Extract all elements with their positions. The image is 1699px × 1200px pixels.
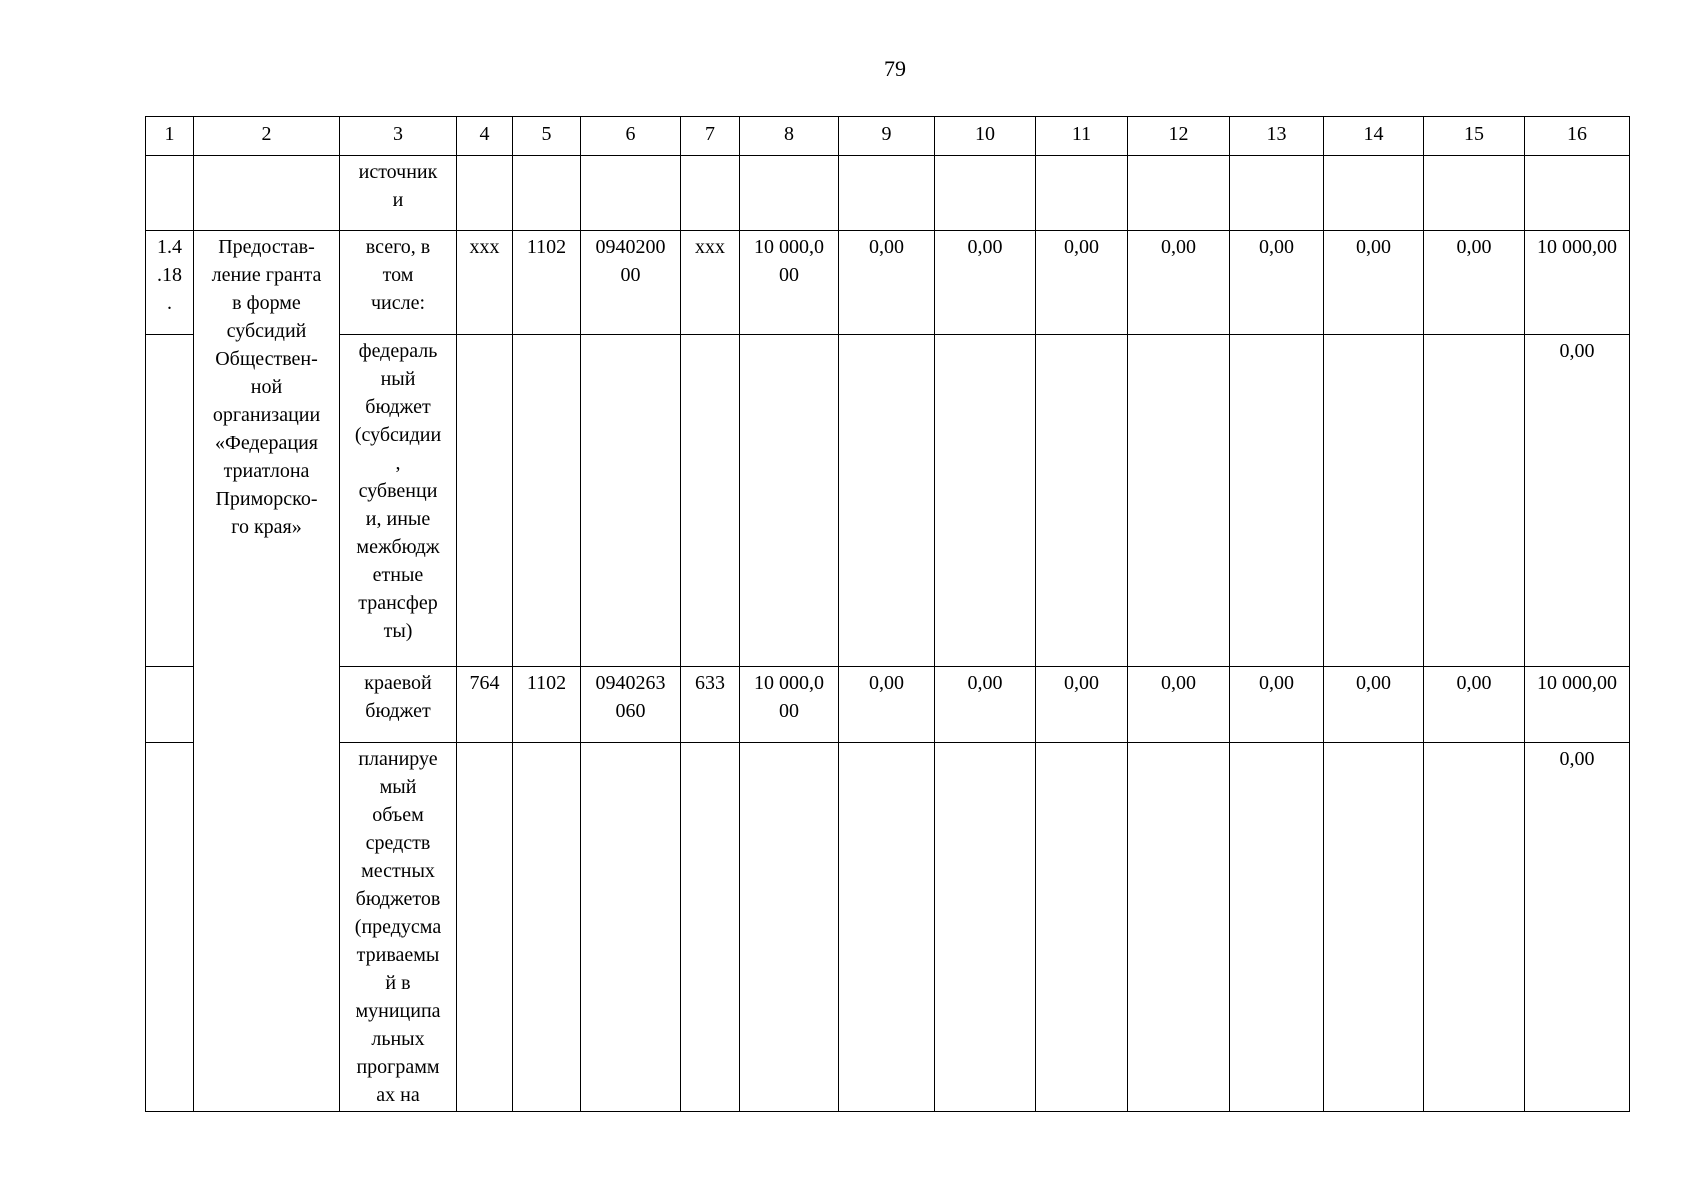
table-cell [146,156,194,231]
table-cell [681,156,740,231]
table-cell [935,743,1036,1112]
table-cell [1424,335,1525,667]
table-cell [935,335,1036,667]
table-cell [457,156,513,231]
table-row-planned [146,743,1630,1112]
table-cell [1230,156,1324,231]
amount-cell: 0,00 [1424,667,1525,743]
amount-cell: 10 000,0 00 [740,231,839,335]
amount-cell: 0,00 [935,231,1036,335]
table-cell [681,335,740,667]
table-cell [1324,335,1424,667]
table-cell [513,335,581,667]
table-row-total [146,231,1630,335]
amount-cell: 10 000,00 [1525,231,1630,335]
table-cell [513,156,581,231]
table-cell [935,156,1036,231]
table-cell: 0940200 00 [581,231,681,335]
table-cell [146,743,194,1112]
header-cell: 16 [1525,117,1630,156]
table-cell: 0940263 060 [581,667,681,743]
amount-cell: 0,00 [1324,231,1424,335]
table-cell [1424,743,1525,1112]
amount-cell: 0,00 [1324,667,1424,743]
table-cell [1036,743,1128,1112]
table-cell [1324,743,1424,1112]
header-cell: 8 [740,117,839,156]
table-cell [681,743,740,1112]
header-row [146,117,1630,156]
table-cell: 633 [681,667,740,743]
header-cell: 12 [1128,117,1230,156]
header-cell: 13 [1230,117,1324,156]
table-cell [581,335,681,667]
table-cell [740,335,839,667]
table-cell [513,743,581,1112]
table-cell [1230,335,1324,667]
table-cell [1324,156,1424,231]
source-label-cell: источник и [340,156,457,231]
source-label-cell: краевой бюджет [340,667,457,743]
item-index-cell: 1.4 .18 . [146,231,194,335]
amount-cell: 0,00 [1036,667,1128,743]
source-label-cell: планируе мый объем средств местных бюджетов (предусма триваемы й в муниципа льных программ ах на [340,743,457,1112]
table-cell [457,335,513,667]
table-cell [581,156,681,231]
amount-cell: 0,00 [1525,743,1630,1112]
header-cell: 4 [457,117,513,156]
table-cell: ххх [457,231,513,335]
table-cell: 764 [457,667,513,743]
header-cell: 3 [340,117,457,156]
header-cell: 5 [513,117,581,156]
table-row-krai [146,667,1630,743]
table-cell [839,156,935,231]
header-cell: 6 [581,117,681,156]
table-cell [581,743,681,1112]
table-cell [740,743,839,1112]
table-cell: ххх [681,231,740,335]
amount-cell: 10 000,0 00 [740,667,839,743]
item-name-cell: Предостав- ление гранта в форме субсидий Обществен- ной организации «Федерация триатлона Приморско- го края» [194,231,340,1112]
table-row-federal [146,335,1630,667]
amount-cell: 0,00 [1525,335,1630,667]
amount-cell: 10 000,00 [1525,667,1630,743]
header-cell: 14 [1324,117,1424,156]
amount-cell: 0,00 [839,231,935,335]
table-cell [1036,156,1128,231]
table-cell [740,156,839,231]
table-cell: 1102 [513,231,581,335]
table-cell [1525,156,1630,231]
amount-cell: 0,00 [1128,667,1230,743]
table-cell [1424,156,1525,231]
table-cell [1036,335,1128,667]
source-label-cell: всего, в том числе: [340,231,457,335]
table-cell [1128,335,1230,667]
budget-table [145,116,1630,1112]
table-cell [1128,743,1230,1112]
table-cell [457,743,513,1112]
table-cell [1230,743,1324,1112]
header-cell: 10 [935,117,1036,156]
table-cell [146,335,194,667]
amount-cell: 0,00 [1128,231,1230,335]
amount-cell: 0,00 [1230,667,1324,743]
table-cell [1128,156,1230,231]
amount-cell: 0,00 [839,667,935,743]
header-cell: 7 [681,117,740,156]
header-cell: 11 [1036,117,1128,156]
header-cell: 1 [146,117,194,156]
header-cell: 15 [1424,117,1525,156]
source-label-cell: федераль ный бюджет (субсидии , субвенци и, иные межбюдж етные трансфер ты) [340,335,457,667]
amount-cell: 0,00 [1424,231,1525,335]
table-cell [839,743,935,1112]
table-cell [146,667,194,743]
header-cell: 9 [839,117,935,156]
table-cell [194,156,340,231]
table-row-sources [146,156,1630,231]
page-number: 79 [884,56,906,81]
amount-cell: 0,00 [1036,231,1128,335]
table-cell: 1102 [513,667,581,743]
header-cell: 2 [194,117,340,156]
amount-cell: 0,00 [1230,231,1324,335]
table-cell [839,335,935,667]
amount-cell: 0,00 [935,667,1036,743]
